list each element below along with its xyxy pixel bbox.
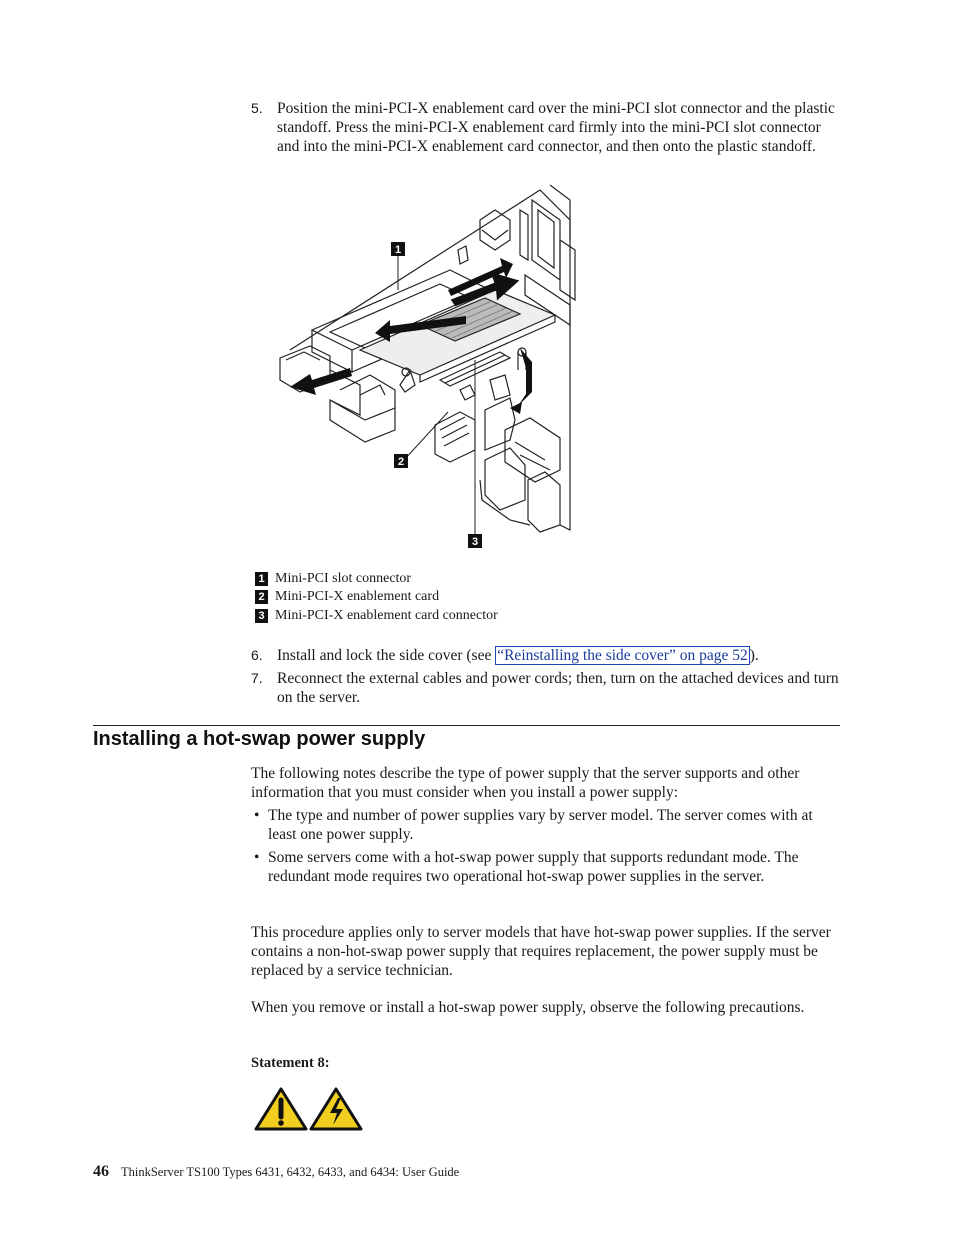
step-text: Reconnect the external cables and power cords; then, turn on the attached devices and turn on the server.: [277, 670, 839, 706]
callout-1: 1: [394, 244, 402, 256]
step-number: 6.: [251, 647, 263, 663]
reinstalling-side-cover-link[interactable]: “Reinstalling the side cover” on page 52: [497, 647, 748, 664]
step-6: [251, 646, 841, 665]
legend-label: Mini-PCI-X enablement card connector: [275, 608, 498, 624]
electrical-hazard-icon: [308, 1086, 364, 1132]
step-number: 7.: [251, 670, 263, 686]
bullet-dot: •: [254, 849, 260, 866]
legend-callout: 3: [255, 609, 268, 623]
legend-callout: 1: [255, 572, 268, 586]
legend-item: [255, 607, 498, 624]
list-item-text: The type and number of power supplies vary by server model. The server comes with at least one power supply.: [268, 807, 813, 843]
statement-label: Statement 8:: [251, 1055, 330, 1071]
list-item-text: Some servers come with a hot-swap power supply that supports redundant mode. The redundant mode requires two operational hot-swap power supplies in the server.: [268, 849, 799, 885]
document-title: ThinkServer TS100 Types 6431, 6432, 6433, and 6434: User Guide: [121, 1165, 460, 1179]
callout-2: 2: [397, 456, 405, 468]
step-5: [251, 99, 841, 156]
callout-3: 3: [471, 536, 479, 548]
step-text: Position the mini-PCI-X enablement card over the mini-PCI slot connector and the plastic standoff. Press the mini-PCI-X enablement card firmly into the mini-PCI slot connector and into the mini-PCI-X enablement card connector, and then onto the plastic standoff.: [277, 100, 835, 155]
step-text-post: ).: [749, 647, 759, 664]
legend-item: [255, 588, 439, 605]
legend-label: Mini-PCI-X enablement card: [275, 589, 440, 605]
step-7: [251, 669, 841, 707]
paragraph: When you remove or install a hot-swap power supply, observe the following precautions.: [251, 999, 805, 1016]
bullet-dot: •: [254, 807, 260, 824]
list-item: [251, 806, 843, 844]
page-footer: [93, 1163, 459, 1181]
section-intro: The following notes describe the type of power supply that the server supports and other information that you must consider when you install a power supply:: [251, 765, 800, 801]
legend-callout: 2: [255, 590, 268, 604]
page-number: 46: [93, 1163, 109, 1180]
paragraph: This procedure applies only to server models that have hot-swap power supplies. If the server contains a non-hot-swap power supply that requires replacement, the power supply must be replaced by a service technician.: [251, 924, 831, 979]
step-number: 5.: [251, 100, 263, 116]
step-text: [277, 646, 841, 665]
section-title: Installing a hot-swap power supply: [93, 728, 426, 750]
caution-exclamation-icon: [253, 1086, 309, 1132]
legend-label: Mini-PCI slot connector: [275, 571, 412, 587]
legend-item: [255, 570, 411, 587]
list-item: [251, 848, 843, 886]
step-text-pre: Install and lock the side cover (see: [277, 647, 496, 664]
mini-pci-installation-figure: [270, 180, 580, 560]
section-rule: [93, 725, 840, 726]
